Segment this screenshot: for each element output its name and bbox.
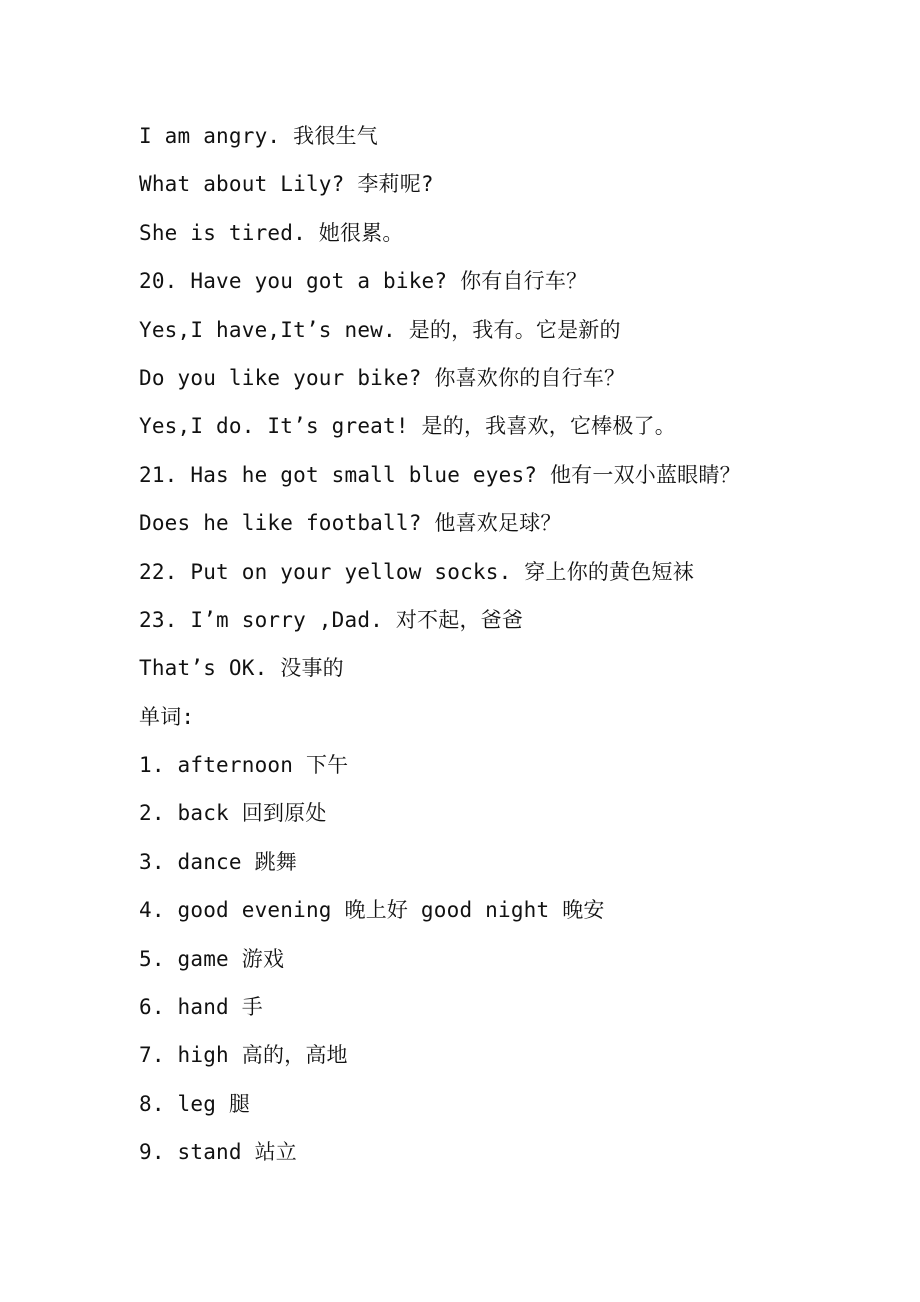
sentence-does-he-like-football: Does he like football? 他喜欢足球？ xyxy=(139,511,562,536)
sentence-she-is-tired: She is tired. 她很累。 xyxy=(139,220,404,245)
vocabulary-item-7: 7. high 高的，高地 xyxy=(139,1043,348,1068)
sentence-yes-i-have: Yes,I have,It’s new. 是的，我有。它是新的 xyxy=(139,317,621,342)
vocabulary-item-6: 6. hand 手 xyxy=(139,995,263,1020)
sentence-thats-ok: That’s OK. 没事的 xyxy=(139,656,344,681)
sentence-23-im-sorry-dad: 23. I’m sorry ,Dad. 对不起，爸爸 xyxy=(139,607,524,632)
vocabulary-item-8: 8. leg 腿 xyxy=(139,1091,251,1116)
vocabulary-heading: 单词: xyxy=(139,704,195,729)
sentence-21-blue-eyes: 21. Has he got small blue eyes? 他有一双小蓝眼睛？ xyxy=(139,462,741,487)
sentence-what-about-lily: What about Lily? 李莉呢? xyxy=(139,172,434,197)
sentence-20-have-you-got-a-bike: 20. Have you got a bike? 你有自行车？ xyxy=(139,269,588,294)
sentence-yes-i-do: Yes,I do. It’s great! 是的，我喜欢，它棒极了。 xyxy=(139,414,676,439)
vocabulary-item-5: 5. game 游戏 xyxy=(139,946,285,971)
vocabulary-item-3: 3. dance 跳舞 xyxy=(139,849,297,874)
vocabulary-item-4: 4. good evening 晚上好 good night 晚安 xyxy=(139,898,605,923)
vocabulary-item-1: 1. afternoon 下午 xyxy=(139,753,349,778)
vocabulary-item-2: 2. back 回到原处 xyxy=(139,801,327,826)
vocabulary-item-9: 9. stand 站立 xyxy=(139,1140,297,1165)
sentence-do-you-like-your-bike: Do you like your bike? 你喜欢你的自行车？ xyxy=(139,365,626,390)
sentence-i-am-angry: I am angry. 我很生气 xyxy=(139,124,378,148)
sentence-22-yellow-socks: 22. Put on your yellow socks. 穿上你的黄色短袜 xyxy=(139,559,694,584)
document-body xyxy=(139,112,899,1177)
